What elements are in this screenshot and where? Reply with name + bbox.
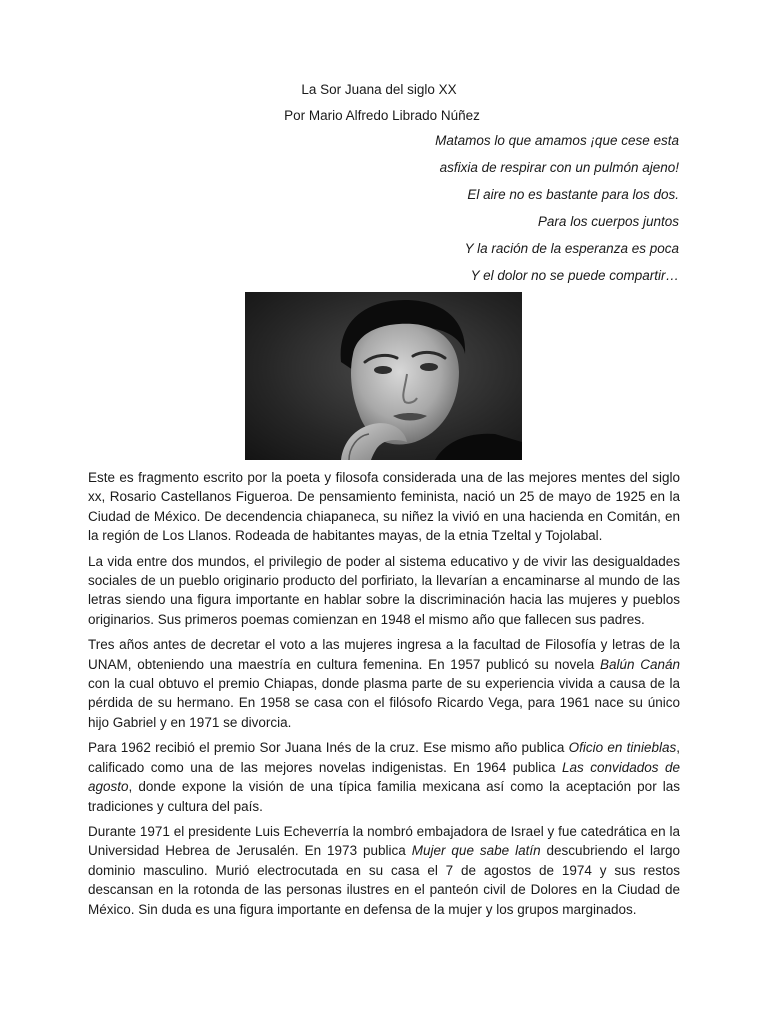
poem-line: Y el dolor no se puede compartir… — [470, 268, 679, 283]
book-title: Oficio en tinieblas — [568, 740, 677, 756]
paragraph-text: Para 1962 recibió el premio Sor Juana Inés de la cruz. Ese mismo año publica — [88, 740, 569, 756]
poem-line: Para los cuerpos juntos — [537, 214, 679, 229]
paragraph-text: Durante 1971 el presidente Luis Echeverría la nombró embajadora de Israel y fue catedrática en la Universidad Hebrea de Jerusalén. En 1973 publica — [88, 823, 680, 859]
body-paragraph — [88, 635, 680, 732]
book-title: Balún Canán — [599, 656, 680, 672]
poem-line: asfixia de respirar con un pulmón ajeno! — [439, 160, 679, 175]
poem-epigraph — [435, 131, 679, 293]
body-paragraph: La vida entre dos mundos, el privilegio de poder al sistema educativo y de vivir las desigualdades sociales de un pueblo originario producto del porfiriato, la llevarían a encaminarse al mundo de las letras siendo una figura importante en hablar sobre la discriminación hacia las mujeres y pueblos originarios. Sus primeros poemas comienzan en 1948 el mismo año que fallecen sus padres. — [88, 553, 680, 627]
portrait-image — [245, 292, 522, 460]
paragraph-text: descubriendo el largo dominio masculino. Murió electrocutada en su casa el 7 de agostos de 1974 y sus restos descansan en la rotonda de las personas ilustres en el panteón civil de Dolores en la Ciudad de México. Sin duda es una figura importante en defensa de la mujer y los grupos marginados. — [88, 843, 680, 917]
paragraph-text: Tres años antes de decretar el voto a las mujeres ingresa a la facultad de Filosofía y letras de la UNAM, obteniendo una maestría en cultura femenina. En 1957 publicó su novela — [88, 637, 680, 672]
article-body — [88, 468, 680, 925]
poem-line: El aire no es bastante para los dos. — [467, 187, 679, 202]
author-byline: Por Mario Alfredo Librado Núñez — [284, 108, 480, 123]
body-paragraph — [88, 822, 680, 919]
portrait-photo — [245, 292, 522, 460]
paragraph-text: , donde expone la visión de una típica familia mexicana así como la aceptación por las tradiciones y cultura del país. — [88, 779, 680, 814]
body-paragraph — [88, 738, 680, 816]
book-title: Mujer que sabe latín — [411, 843, 541, 859]
poem-line: Matamos lo que amamos ¡que cese esta — [435, 133, 679, 148]
body-paragraph: Este es fragmento escrito por la poeta y filosofa considerada una de las mejores mentes del siglo xx, Rosario Castellanos Figueroa. De pensamiento feminista, nació un 25 de mayo de 1925 en la Ciudad de México. De decendencia chiapaneca, su niñez la vivió en una hacienda en Comitán, en la región de Los Llanos. Rodeada de habitantes mayas, de la etnia Tzeltal y Tojolabal. — [88, 470, 680, 544]
document-title: La Sor Juana del siglo XX — [301, 82, 457, 97]
book-title: Las convidados de agosto — [88, 759, 680, 795]
paragraph-text: con la cual obtuvo el premio Chiapas, donde plasma parte de su experiencia vivida a causa de la pérdida de su hermano. En 1958 se casa con el filósofo Ricardo Vega, para 1961 nace su único hijo Gabriel y en 1971 se divorcia. — [88, 676, 680, 730]
poem-line: Y la ración de la esperanza es poca — [464, 241, 679, 256]
paragraph-text: , calificado como una de las mejores novelas indigenistas. En 1964 publica — [88, 740, 680, 775]
